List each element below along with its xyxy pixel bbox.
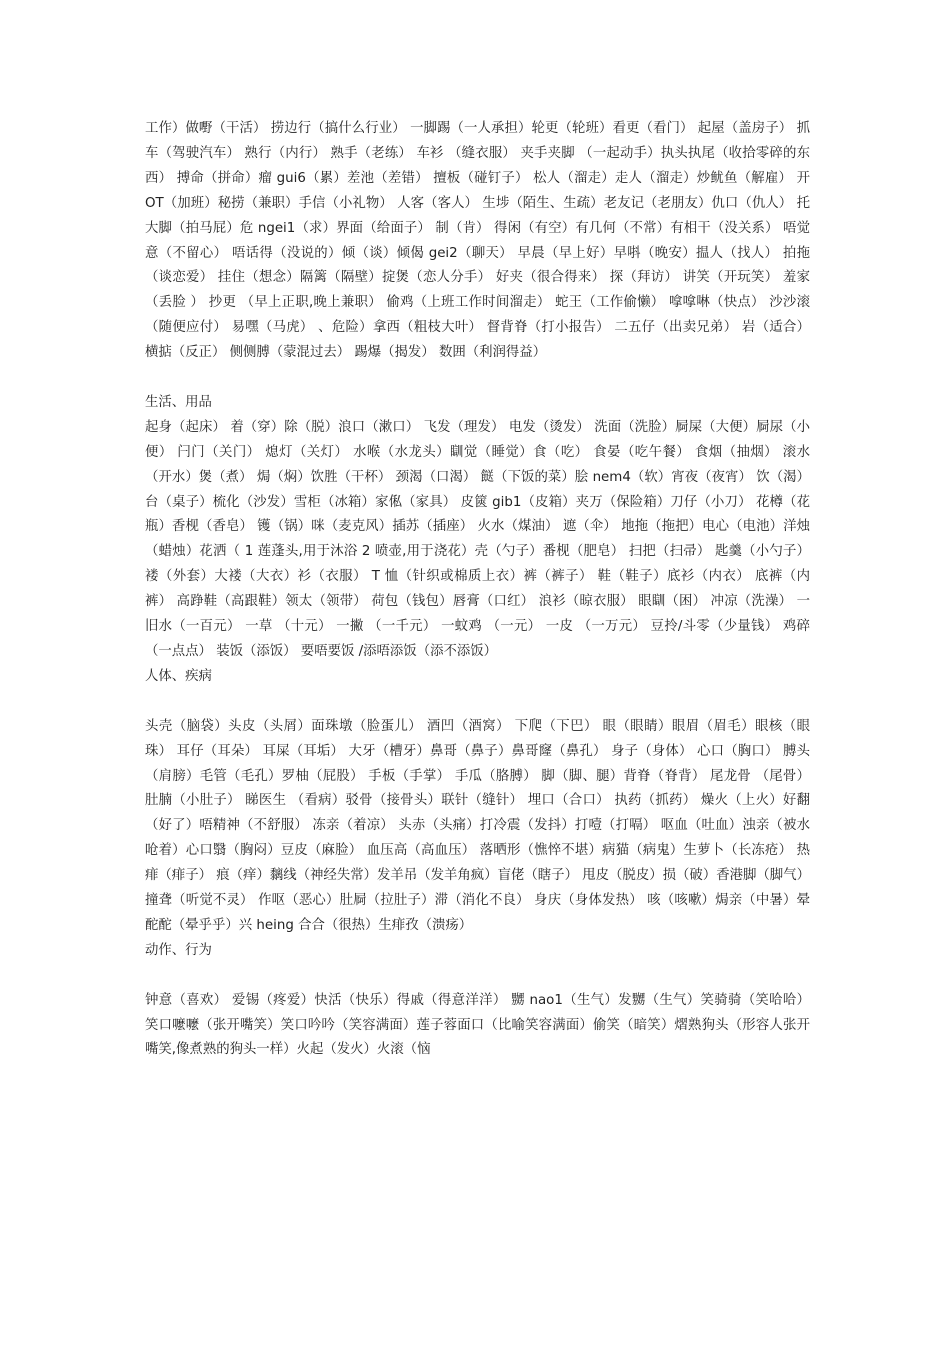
- paragraph-actions: 钟意（喜欢） 爱锡（疼爱）快活（快乐）得戚（得意洋洋） 嬲 nao1（生气）发嬲（生气）笑骑骑（笑哈哈） 笑口嚒嚒（张开嘴笑）笑口吟吟（笑容满面）莲子蓉面口（比喻笑容满面）偷笑（暗笑）熠熟狗头（形容人张开嘴笑,像煮熟的狗头一样）火起（发火）火滚（恼: [145, 992, 810, 1058]
- section-heading-body-illness: 人体、疾病: [145, 668, 212, 684]
- section-heading-living-items: 生活、用品: [145, 394, 212, 410]
- blank-line: [145, 366, 810, 391]
- paragraph-work-social: 工作）做嘢（干活） 捞边行（搞什么行业） 一脚踢（一人承担）轮更（轮班）看更（看门） 起屋（盖房子） 抓车（驾驶汽车） 熟行（内行） 熟手（老练） 车衫 （缝衣服） 夹手夹脚 （一起动手）执头执尾（收拾零碎的东西） 搏命（拼命）瘤 gui6（累）差池（差错） 擅板（碰钉子） 松人（溜走）走人（溜走）炒鱿鱼（解雇） 开 OT（加班）秘捞（兼职）手信（小礼物） 人客（客人） 生埗（陌生、生疏）老友记（老朋友）仇口（仇人） 托大脚（拍马屁）危 ngei1（求）界面（给面子） 制（肯） 得闲（有空）有几何（不常）有相干（没关系） 唔觉意（不留心） 唔话得（没说的）倾（谈）倾偈 gei2（聊天） 早晨（早上好）早唞（晚安）揾人（找人） 拍拖（谈恋爱） 挂住（想念）隔篱（隔壁）掟煲（恋人分手） 好夹（很合得来） 探（拜访） 讲笑（开玩笑） 羞家（丢脸 ） 抄更 （早上正职,晚上兼职） 偷鸡（上班工作时间溜走） 蛇王（工作偷懒） 嗱嗱啉（快点） 沙沙滚（随便应付） 易嘿（马虎） 、危险）拿西（粗枝大叶） 督背脊（打小报告） 二五仔（出卖兄弟） 岩（适合） 横掂（反正） 侧侧膊（蒙混过去） 踢爆（揭发） 数囲（利润得益）: [145, 121, 810, 361]
- document-page: [145, 117, 810, 1063]
- blank-line: [145, 690, 810, 715]
- blank-line: [145, 964, 810, 989]
- section-heading-actions: 动作、行为: [145, 942, 212, 958]
- paragraph-living-items: 起身（起床） 着（穿）除（脱）浪口（漱口） 飞发（理发） 电发（烫发） 洗面（洗脸）屙屎（大便）屙尿（小便） 闩门（关门） 熄灯（关灯） 水喉（水龙头）瞓觉（睡觉）食（吃） 食晏（吃午餐） 食烟（抽烟） 滚水（开水）煲（煮） 焗（焖）饮胜（干杯） 颈渴（口渴） 餸（下饭的菜）脍 nem4（软）宵夜（夜宵） 饮（渴） 台（桌子）梳化（沙发）雪柜（冰箱）家俬（家具） 皮篋 gib1（皮箱）夹万（保险箱）刀仔（小刀） 花樽（花瓶）香枧（香皂） 镬（锅）咪（麦克风）插苏（插座） 火水（煤油） 遮（伞） 地拖（拖把）电心（电池）洋烛（蜡烛）花洒（ 1 莲蓬头,用于沐浴 2 喷壶,用于浇花）壳（勺子）番枧（肥皂） 扫把（扫帚） 匙羹（小勺子） 褛（外套）大褛（大衣）衫（衣服） T 恤（针织或棉质上衣）裤（裤子） 鞋（鞋子）底衫（内衣） 底裤（内裤） 高踭鞋（高跟鞋）领太（领带） 荷包（钱包）唇膏（口红） 浪衫（晾衣服） 眼瞓（困） 冲凉（洗澡） 一旧水（一百元） 一草 （十元） 一撇 （一千元） 一蚊鸡 （一元） 一皮 （一万元） 豆拎/斗零（少量钱） 鸡碎（一点点） 装饭（添饭） 要唔要饭 /添唔添饭（添不添饭）: [145, 419, 810, 660]
- paragraph-body-illness: 头壳（脑袋）头皮（头屑）面珠墩（脸蛋儿） 酒凹（酒窝） 下爬（下巴） 眼（眼睛）眼眉（眉毛）眼核（眼珠） 耳仔（耳朵） 耳屎（耳垢） 大牙（槽牙）鼻哥（鼻子）鼻哥窿（鼻孔） 身子（身体） 心口（胸口） 膊头（肩膀）毛管（毛孔）罗柚（屁股） 手板（手掌） 手瓜（胳膊） 脚（脚、腿）背脊（脊背） 尾龙骨 （尾骨） 肚腩（小肚子） 睇医生 （看病）驳骨（接骨头）联针（缝针） 埋口（合口） 执药（抓药） 燥火（上火）好翻（好了）唔精神（不舒服） 冻亲（着凉） 头赤（头痛）打冷震（发抖）打噎（打嗝） 呕血（吐血）浊亲（被水呛着）心口翳（胸闷）豆皮（麻脸） 血压高（高血压） 落晒形（憔悴不堪）病猫（病鬼）生萝卜（长冻疮） 热痱（痱子） 痕（痒）黐线（神经失常）发羊吊（发羊角疯）盲佬（瞎子） 甩皮（脱皮）损（破）香港脚（脚气） 撞聋（听觉不灵） 作呕（恶心）肚屙（拉肚子）滞（消化不良） 身庆（身体发热） 咳（咳嗽）焗亲（中暑）晕酡酡（晕乎乎）兴 heing 合合（很热）生痱孜（溃疡）: [145, 718, 810, 933]
